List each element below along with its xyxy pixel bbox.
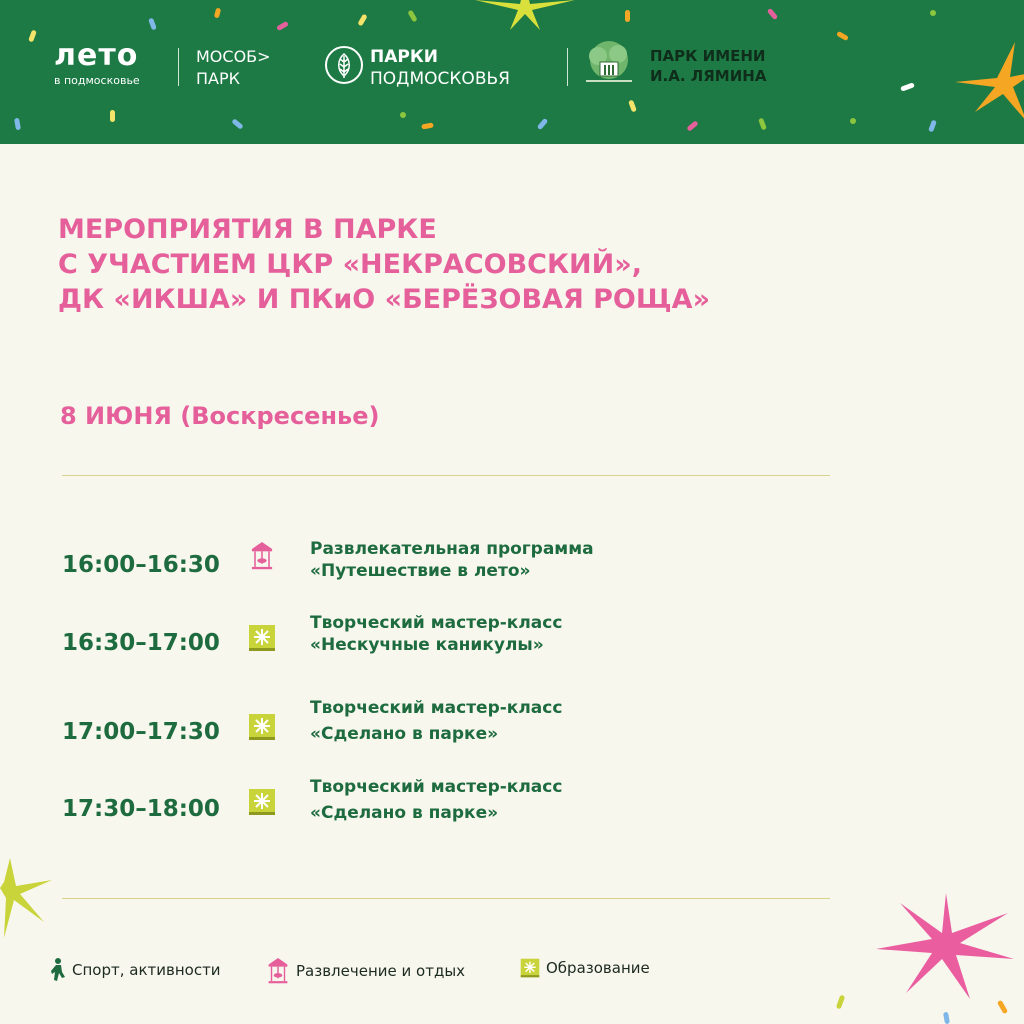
confetti xyxy=(357,14,367,27)
book-icon xyxy=(520,958,540,978)
confetti xyxy=(943,1012,950,1024)
confetti xyxy=(686,120,698,132)
event-title-line2: «Сделано в парке» xyxy=(310,803,499,823)
mosobl-line1: МОСОБ> xyxy=(196,47,271,66)
leto-logo: лето xyxy=(54,38,139,73)
parki-line2: ПОДМОСКОВЬЯ xyxy=(370,69,510,89)
tree-pavilion-icon xyxy=(584,40,634,86)
star-decoration xyxy=(955,42,1024,132)
legend-entertainment xyxy=(266,958,465,984)
lyamin-line2: И.А. ЛЯМИНА xyxy=(650,67,767,85)
book-icon xyxy=(248,713,276,741)
lyamin-line1: ПАРК ИМЕНИ xyxy=(650,47,766,65)
page-title xyxy=(58,212,710,317)
header-banner xyxy=(0,0,1024,144)
legend-entertainment-label: Развлечение и отдых xyxy=(296,962,466,980)
confetti xyxy=(421,122,434,129)
event-title-line2: «Нескучные каникулы» xyxy=(310,635,544,655)
confetti xyxy=(276,21,289,31)
event-time: 17:00–17:30 xyxy=(62,719,220,745)
schedule-row xyxy=(62,538,822,588)
confetti xyxy=(836,31,849,41)
event-time: 16:00–16:30 xyxy=(62,552,220,578)
event-time: 16:30–17:00 xyxy=(62,630,220,656)
leto-logo-subtitle: в подмосковье xyxy=(54,74,140,87)
divider xyxy=(178,48,179,86)
schedule-row xyxy=(62,612,822,662)
confetti xyxy=(997,1000,1008,1015)
star-decoration xyxy=(876,893,1016,1001)
parki-podmoskovya-logo xyxy=(370,46,510,90)
legend-sport xyxy=(50,958,221,982)
divider xyxy=(567,48,568,86)
mosobl-park-logo xyxy=(196,46,271,90)
title-line2: С УЧАСТИЕМ ЦКР «НЕКРАСОВСКИЙ», xyxy=(58,249,642,280)
event-title-line1: Творческий мастер-класс xyxy=(310,698,563,718)
legend-education xyxy=(520,958,650,978)
title-line3: ДК «ИКША» И ПКиО «БЕРЁЗОВАЯ РОЩА» xyxy=(58,284,711,315)
confetti xyxy=(214,8,221,19)
schedule-row xyxy=(62,776,822,826)
confetti xyxy=(930,10,936,16)
legend-sport-label: Спорт, активности xyxy=(72,961,221,979)
event-title xyxy=(310,697,562,745)
legend-education-label: Образование xyxy=(546,959,650,977)
leaf-icon xyxy=(325,46,363,84)
event-title-line2: «Сделано в парке» xyxy=(310,724,499,744)
confetti xyxy=(928,120,937,133)
event-date: 8 ИЮНЯ (Воскресенье) xyxy=(60,402,380,430)
parki-line1: ПАРКИ xyxy=(370,47,438,67)
confetti xyxy=(407,10,417,23)
event-time: 17:30–18:00 xyxy=(62,796,220,822)
book-icon xyxy=(248,788,276,816)
confetti xyxy=(758,118,767,131)
event-title-line1: Творческий мастер-класс xyxy=(310,613,563,633)
confetti xyxy=(850,118,856,124)
confetti xyxy=(537,118,549,130)
event-title-line2: «Путешествие в лето» xyxy=(310,561,531,581)
star-decoration xyxy=(0,858,54,940)
star-decoration xyxy=(470,0,580,32)
confetti xyxy=(14,118,21,131)
schedule-row xyxy=(62,697,822,747)
confetti xyxy=(767,8,779,20)
confetti xyxy=(400,112,406,118)
confetti xyxy=(836,995,845,1010)
event-title xyxy=(310,612,562,656)
runner-icon xyxy=(50,958,66,982)
divider-top xyxy=(62,475,830,476)
book-icon xyxy=(248,624,276,652)
confetti xyxy=(148,18,157,31)
confetti xyxy=(625,10,630,22)
divider-bottom xyxy=(62,898,830,899)
confetti xyxy=(110,110,115,122)
carousel-icon xyxy=(266,958,290,984)
confetti xyxy=(28,30,37,43)
event-title xyxy=(310,776,562,824)
confetti xyxy=(628,100,637,113)
event-title-line1: Развлекательная программа xyxy=(310,539,594,559)
park-lyamin-logo xyxy=(650,46,766,86)
event-title xyxy=(310,538,594,582)
confetti xyxy=(231,118,243,130)
title-line1: МЕРОПРИЯТИЯ В ПАРКЕ xyxy=(58,214,437,245)
carousel-icon xyxy=(248,542,276,570)
mosobl-line2: ПАРК xyxy=(196,69,240,88)
event-title-line1: Творческий мастер-класс xyxy=(310,777,563,797)
confetti xyxy=(900,82,915,91)
